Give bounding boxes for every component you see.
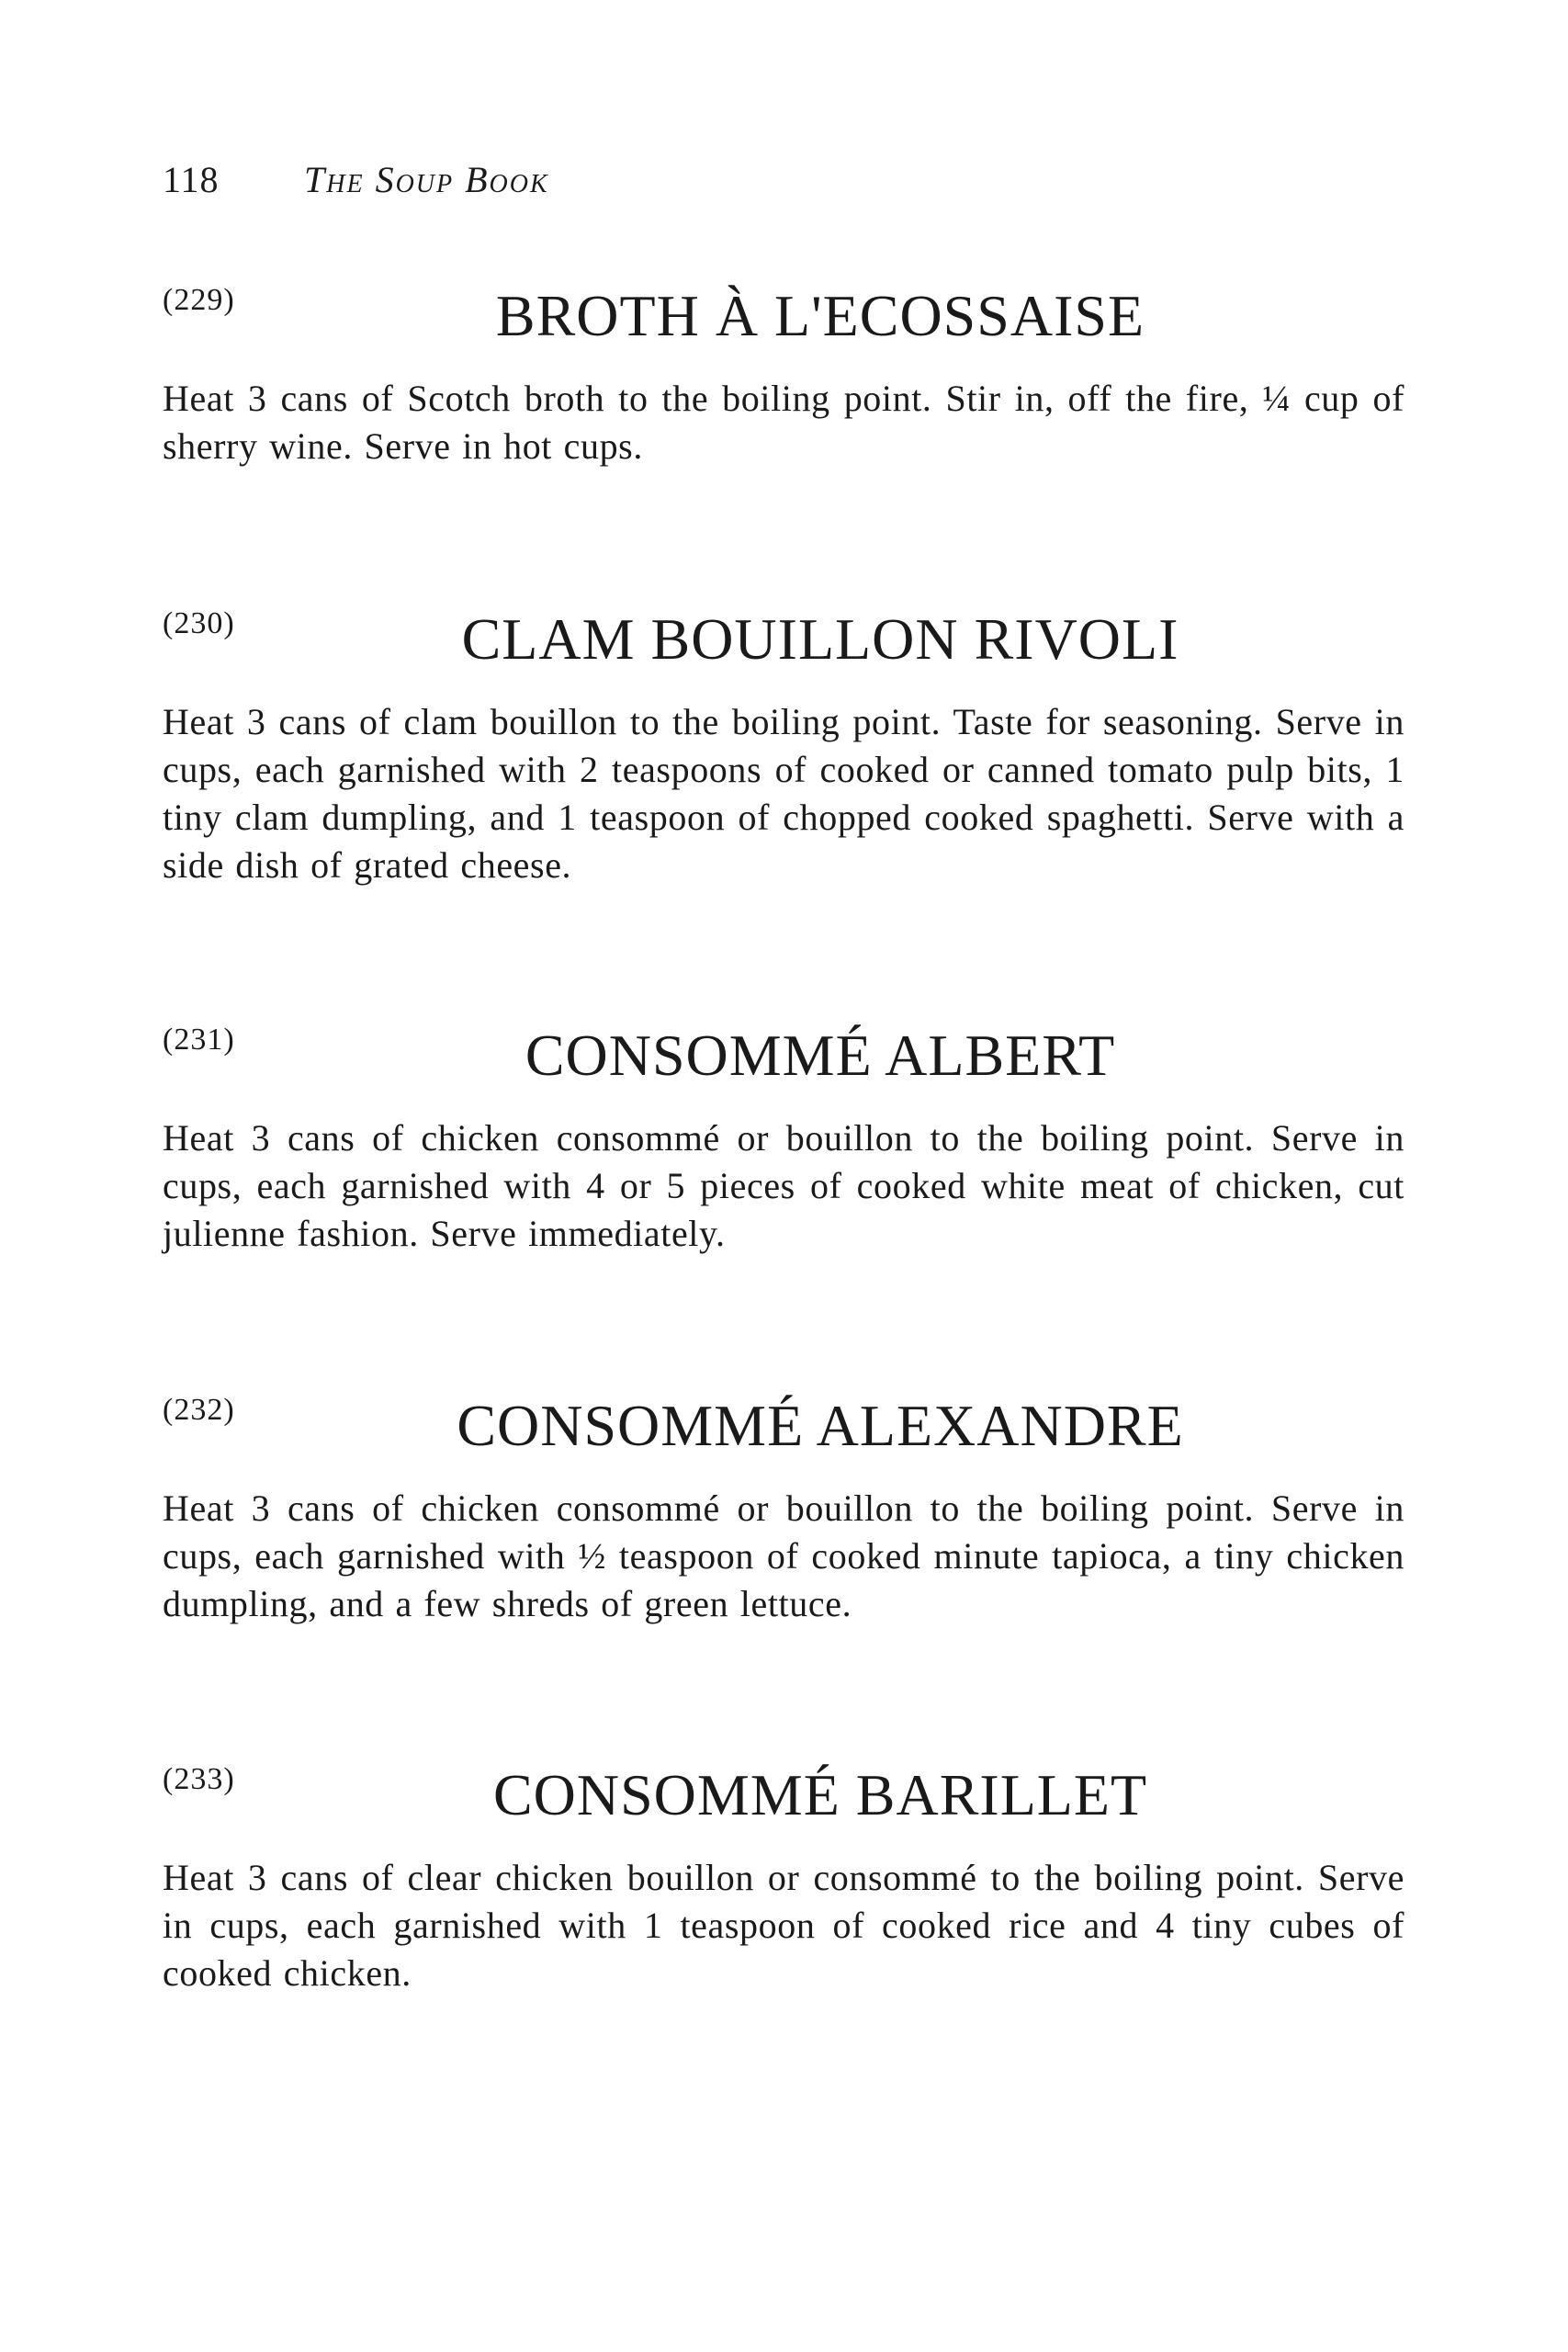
recipe-number: (231) (163, 1023, 235, 1057)
recipe-body: Heat 3 cans of Scotch broth to the boiling point. Stir in, off the fire, ¼ cup of sherry wine. Serve in hot cups. (163, 378, 1404, 467)
recipe-body: Heat 3 cans of chicken consommé or bouillon to the boiling point. Serve in cups, each garnished with 4 or 5 pieces of cooked white meat of chicken, cut julienne fashion. Serve immediately. (163, 1117, 1404, 1254)
recipe-number: (233) (163, 1762, 235, 1796)
recipe-number: (232) (163, 1393, 235, 1427)
recipe-body: Heat 3 cans of clear chicken bouillon or consommé to the boiling point. Serve in cups, each garnished with 1 teaspoon of cooked rice and 4 tiny cubes of cooked chicken. (163, 1857, 1404, 1994)
recipe-title: CLAM BOUILLON RIVOLI (461, 606, 1179, 672)
recipe-body: Heat 3 cans of chicken consommé or bouillon to the boiling point. Serve in cups, each garnished with ½ teaspoon of cooked minute tapioca, a tiny chicken dumpling, and a few shreds of green lettuce. (163, 1487, 1404, 1624)
recipe-number: (230) (163, 606, 235, 640)
recipe-title: CONSOMMÉ ALEXANDRE (457, 1393, 1184, 1458)
book-title: The Soup Book (304, 159, 549, 200)
recipe-title: BROTH À L'ECOSSAISE (495, 283, 1145, 348)
recipe-body: Heat 3 cans of clam bouillon to the boiling point. Taste for seasoning. Serve in cups, each garnished with 2 teaspoons of cooked or canned tomato pulp bits, 1 tiny clam dumpling, and 1 teaspoon of chopped cooked spaghetti. Serve with a side dish of grated cheese. (163, 701, 1404, 886)
running-head (163, 158, 549, 201)
page-number: 118 (163, 159, 220, 200)
recipe-title: CONSOMMÉ ALBERT (525, 1023, 1116, 1088)
recipe-title: CONSOMMÉ BARILLET (492, 1762, 1148, 1827)
recipe-number: (229) (163, 283, 235, 317)
